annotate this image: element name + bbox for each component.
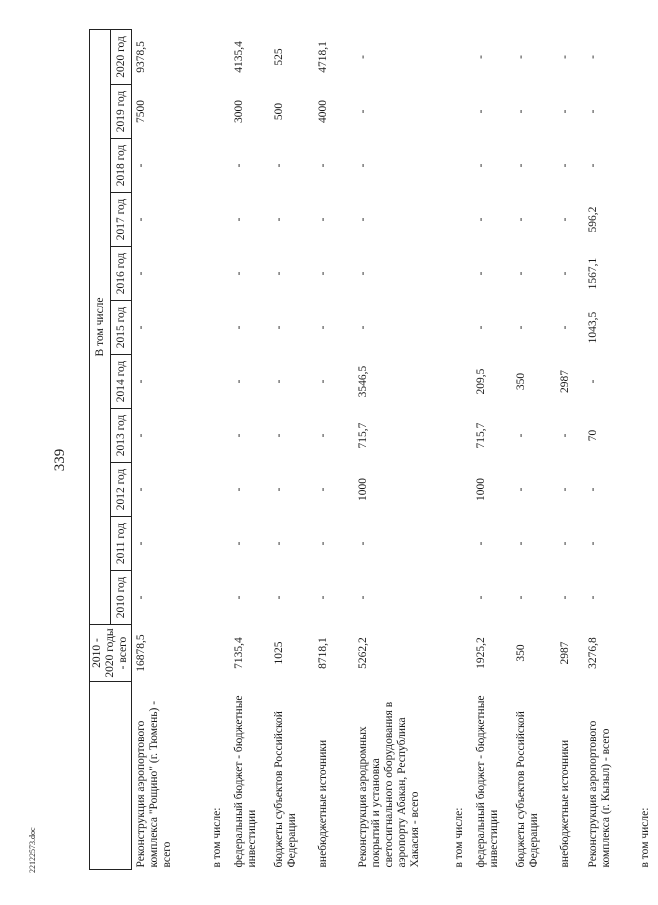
row-total: 350 bbox=[514, 644, 527, 662]
row-value: - bbox=[586, 379, 599, 384]
row-name: Реконструкция аэропортового комплекса "Рощино" (г. Тюмень) - всего bbox=[135, 700, 173, 868]
table-row bbox=[208, 29, 230, 869]
row-name: Реконструкция аэродромных покрытий и установка светосигнального оборудования в аэропорту Абакан, Республика Хакасия - всего bbox=[356, 701, 421, 868]
row-value: 1043,5 bbox=[586, 311, 599, 344]
row-value bbox=[208, 463, 230, 517]
row-total: 16878,5 bbox=[135, 634, 147, 672]
row-value: - bbox=[232, 271, 245, 276]
row-value bbox=[450, 29, 472, 84]
row-value: - bbox=[135, 541, 147, 546]
row-value: - bbox=[558, 271, 571, 276]
row-total: 5262,2 bbox=[356, 637, 369, 669]
row-value: - bbox=[586, 595, 599, 600]
row-value bbox=[208, 247, 230, 301]
row-total: 2987 bbox=[558, 641, 571, 665]
row-value: - bbox=[316, 487, 329, 492]
row-value: - bbox=[558, 487, 571, 492]
row-value: - bbox=[514, 163, 527, 168]
row-value: 715,7 bbox=[474, 422, 487, 449]
row-value: 1000 bbox=[356, 478, 369, 501]
row-value: 70 bbox=[586, 429, 599, 442]
row-value: - bbox=[474, 325, 487, 330]
header-name-cell bbox=[90, 682, 132, 870]
row-value bbox=[208, 29, 230, 84]
row-value: - bbox=[272, 325, 285, 330]
row-value: 9378,5 bbox=[135, 41, 147, 73]
row-value bbox=[636, 29, 658, 84]
row-value bbox=[450, 463, 472, 517]
row-total: 7135,4 bbox=[232, 637, 245, 669]
row-value: - bbox=[356, 55, 369, 59]
row-value bbox=[636, 517, 658, 571]
row-value: - bbox=[514, 217, 527, 222]
row-value: - bbox=[232, 487, 245, 492]
row-value: - bbox=[316, 595, 329, 600]
row-value: - bbox=[558, 55, 571, 59]
header-year: 2017 год bbox=[111, 193, 132, 247]
row-name: в том числе: bbox=[452, 807, 465, 868]
row-value: - bbox=[272, 217, 285, 222]
row-total: 3276,8 bbox=[586, 637, 599, 669]
row-total bbox=[208, 625, 230, 682]
table-row bbox=[472, 29, 512, 869]
row-value: - bbox=[514, 55, 527, 59]
row-value: - bbox=[558, 109, 571, 114]
row-name: внебюджетные источники bbox=[316, 739, 329, 868]
row-value: - bbox=[586, 55, 599, 59]
table-row bbox=[132, 29, 208, 869]
row-value bbox=[636, 301, 658, 355]
row-value: - bbox=[272, 271, 285, 276]
row-value: - bbox=[135, 433, 147, 438]
row-value: - bbox=[586, 541, 599, 546]
row-value: - bbox=[558, 217, 571, 222]
row-value bbox=[636, 139, 658, 193]
row-value: - bbox=[272, 541, 285, 546]
row-value bbox=[636, 193, 658, 247]
row-name: бюджеты субъектов Российской Федерации bbox=[514, 711, 540, 868]
row-value: - bbox=[514, 109, 527, 114]
row-total: 1025 bbox=[272, 641, 285, 665]
row-value: - bbox=[232, 217, 245, 222]
header-year: 2014 год bbox=[111, 355, 132, 409]
row-name: федеральный бюджет - бюджетные инвестиции bbox=[232, 695, 258, 868]
row-value bbox=[636, 247, 658, 301]
row-value: - bbox=[356, 595, 369, 600]
header-group: В том числе bbox=[90, 29, 111, 624]
header-year: 2015 год bbox=[111, 301, 132, 355]
row-value bbox=[450, 571, 472, 625]
row-value: 3546,5 bbox=[356, 365, 369, 398]
header-year: 2011 год bbox=[111, 517, 132, 571]
row-value: - bbox=[316, 433, 329, 438]
table-row bbox=[556, 29, 584, 869]
row-value bbox=[208, 301, 230, 355]
table-row bbox=[314, 29, 354, 869]
row-value: - bbox=[514, 271, 527, 276]
header-year: 2013 год bbox=[111, 409, 132, 463]
row-value: - bbox=[514, 541, 527, 546]
row-name: федеральный бюджет - бюджетные инвестиции bbox=[474, 695, 500, 868]
row-value: 525 bbox=[272, 48, 285, 66]
row-total bbox=[636, 625, 658, 682]
header-year: 2016 год bbox=[111, 247, 132, 301]
row-value: - bbox=[586, 163, 599, 168]
row-value: - bbox=[272, 433, 285, 438]
row-value: - bbox=[232, 541, 245, 546]
row-value: - bbox=[272, 487, 285, 492]
page-number: 339 bbox=[52, 448, 68, 472]
row-value: - bbox=[135, 217, 147, 222]
row-total: 8718,1 bbox=[316, 637, 329, 669]
row-value: 1000 bbox=[474, 478, 487, 501]
row-value bbox=[208, 85, 230, 139]
row-value: - bbox=[474, 595, 487, 600]
row-value: - bbox=[474, 163, 487, 168]
table-row bbox=[270, 29, 314, 869]
row-value: - bbox=[232, 595, 245, 600]
row-value: - bbox=[558, 433, 571, 438]
row-value bbox=[208, 517, 230, 571]
row-name: в том числе: bbox=[638, 807, 651, 868]
row-value bbox=[636, 355, 658, 409]
header-total: 2010 - 2020 годы - всего bbox=[90, 625, 132, 682]
row-value: - bbox=[135, 379, 147, 384]
row-value: - bbox=[356, 217, 369, 222]
row-value: - bbox=[586, 487, 599, 492]
row-value: - bbox=[316, 271, 329, 276]
row-value: 3000 bbox=[232, 100, 245, 123]
row-value bbox=[450, 355, 472, 409]
row-value bbox=[636, 409, 658, 463]
row-value: - bbox=[558, 325, 571, 330]
row-value: 2987 bbox=[558, 370, 571, 393]
row-value: - bbox=[356, 163, 369, 168]
row-value bbox=[636, 463, 658, 517]
row-total: 1925,2 bbox=[474, 637, 487, 669]
row-name: в том числе: bbox=[210, 807, 223, 868]
budget-table bbox=[89, 29, 658, 870]
header-year: 2020 год bbox=[111, 29, 132, 84]
row-value bbox=[208, 139, 230, 193]
row-value bbox=[450, 193, 472, 247]
row-value bbox=[208, 409, 230, 463]
row-value: - bbox=[135, 487, 147, 492]
row-value bbox=[450, 139, 472, 193]
row-value bbox=[636, 571, 658, 625]
row-value: 7500 bbox=[135, 100, 147, 123]
row-value: - bbox=[316, 379, 329, 384]
row-value: - bbox=[474, 109, 487, 114]
row-total bbox=[450, 625, 472, 682]
row-value: - bbox=[316, 541, 329, 546]
row-value: - bbox=[514, 325, 527, 330]
table-row bbox=[230, 29, 270, 869]
row-value: 1567,1 bbox=[586, 257, 599, 290]
table-row bbox=[354, 29, 450, 869]
row-value bbox=[450, 85, 472, 139]
rotated-table-container bbox=[89, 30, 651, 870]
row-value: - bbox=[474, 55, 487, 59]
row-value: 4135,4 bbox=[232, 41, 245, 73]
row-value: - bbox=[272, 163, 285, 168]
header-year: 2012 год bbox=[111, 463, 132, 517]
row-value: - bbox=[135, 595, 147, 600]
row-value: - bbox=[514, 433, 527, 438]
header-year: 2018 год bbox=[111, 139, 132, 193]
row-value: 209,5 bbox=[474, 368, 487, 395]
row-value: - bbox=[514, 595, 527, 600]
row-name: Реконструкция аэропортового комплекса (г. Кызыл) - всего bbox=[586, 720, 612, 868]
row-value: - bbox=[474, 271, 487, 276]
row-value: - bbox=[558, 595, 571, 600]
row-value: 596,2 bbox=[586, 206, 599, 233]
row-value: - bbox=[356, 541, 369, 546]
row-value bbox=[208, 193, 230, 247]
row-value: 715,7 bbox=[356, 422, 369, 449]
row-value bbox=[450, 247, 472, 301]
row-value: - bbox=[558, 541, 571, 546]
row-value: - bbox=[316, 163, 329, 168]
row-value bbox=[450, 301, 472, 355]
row-value: - bbox=[232, 325, 245, 330]
row-value: - bbox=[356, 325, 369, 330]
table-row bbox=[450, 29, 472, 869]
row-value: 4000 bbox=[316, 100, 329, 123]
footer-file-code: 22122573.doc bbox=[28, 827, 37, 873]
row-value bbox=[450, 517, 472, 571]
row-value: - bbox=[356, 271, 369, 276]
table-row bbox=[584, 29, 636, 869]
row-value bbox=[636, 85, 658, 139]
row-name: внебюджетные источники bbox=[558, 739, 571, 868]
row-value bbox=[450, 409, 472, 463]
row-value: - bbox=[316, 325, 329, 330]
row-value: 350 bbox=[514, 372, 527, 391]
row-value: - bbox=[558, 163, 571, 168]
row-value: 500 bbox=[272, 102, 285, 121]
table-body bbox=[132, 29, 658, 869]
row-value bbox=[208, 355, 230, 409]
table-row bbox=[512, 29, 556, 869]
row-value: 4718,1 bbox=[316, 41, 329, 73]
row-value: - bbox=[474, 541, 487, 546]
row-value: - bbox=[586, 109, 599, 114]
table-header bbox=[90, 29, 132, 869]
table-row bbox=[636, 29, 658, 869]
row-value: - bbox=[135, 325, 147, 330]
row-value: - bbox=[474, 217, 487, 222]
row-value: - bbox=[272, 379, 285, 384]
row-value: - bbox=[232, 433, 245, 438]
row-value: - bbox=[232, 163, 245, 168]
row-name: бюджеты субъектов Российской Федерации bbox=[272, 711, 298, 868]
header-year: 2019 год bbox=[111, 85, 132, 139]
row-value: - bbox=[135, 271, 147, 276]
row-value: - bbox=[316, 217, 329, 222]
header-year: 2010 год bbox=[111, 571, 132, 625]
row-value: - bbox=[356, 109, 369, 114]
row-value: - bbox=[135, 163, 147, 168]
row-value bbox=[208, 571, 230, 625]
row-value: - bbox=[272, 595, 285, 600]
row-value: - bbox=[514, 487, 527, 492]
row-value: - bbox=[232, 379, 245, 384]
